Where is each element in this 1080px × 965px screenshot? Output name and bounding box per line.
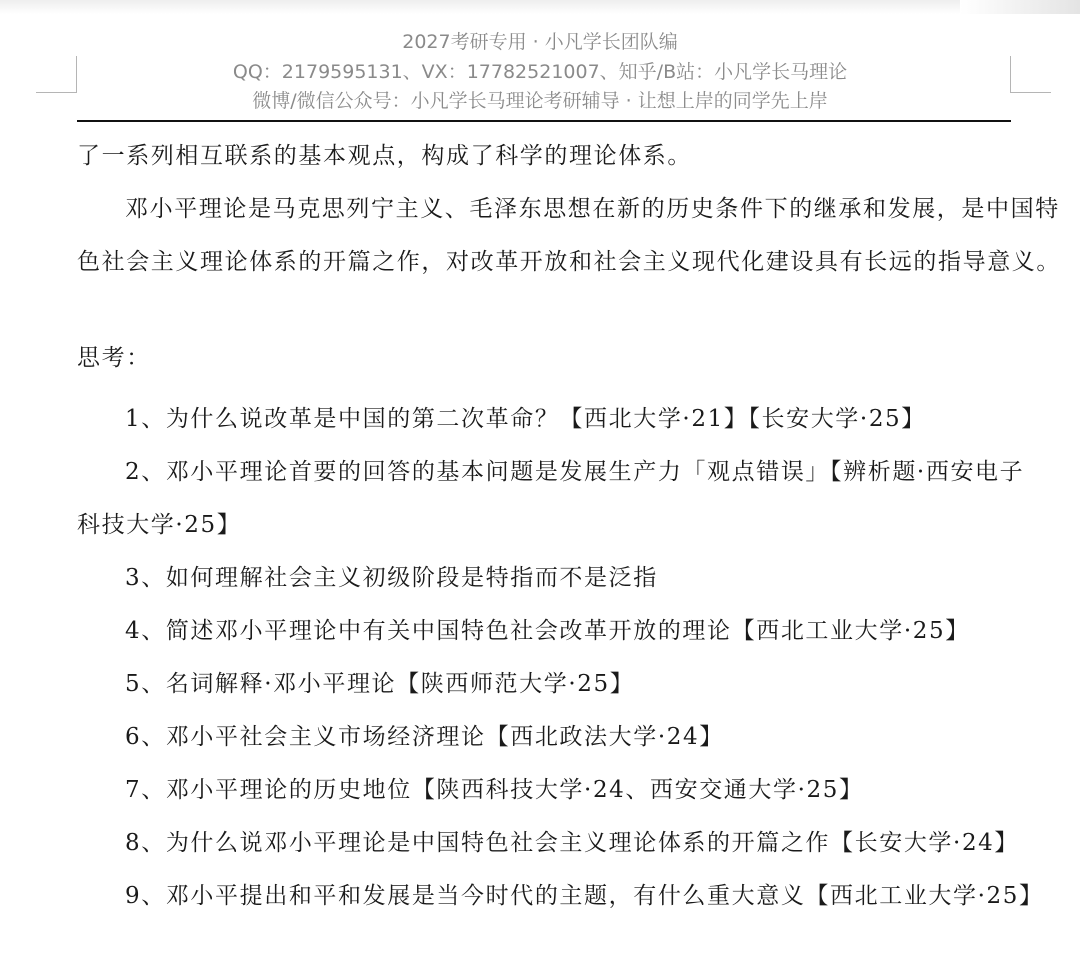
question-item: 7、邓小平理论的历史地位【陕西科技大学·24、西安交通大学·25】 [125, 777, 864, 803]
question-item-continuation: 科技大学·25】 [77, 512, 242, 538]
intro-line: 了一系列相互联系的基本观点，构成了科学的理论体系。 [77, 143, 692, 169]
header-line-slogan: 微博/微信公众号：小凡学长马理论考研辅导 · 让想上岸的同学先上岸 [252, 90, 828, 112]
crop-mark-left [36, 56, 77, 93]
document-body [77, 130, 1061, 923]
question-item: 1、为什么说改革是中国的第二次革命？【西北大学·21】【长安大学·25】 [125, 406, 926, 432]
question-item: 8、为什么说邓小平理论是中国特色社会主义理论体系的开篇之作【长安大学·24】 [125, 830, 1020, 856]
paragraph-line: 色社会主义理论体系的开篇之作，对改革开放和社会主义现代化建设具有长远的指导意义。 [77, 249, 1061, 275]
question-item: 2、邓小平理论首要的回答的基本问题是发展生产力「观点错误」【辨析题·西安电子 [125, 459, 1025, 485]
question-list [77, 393, 1044, 923]
header-line-title: 2027考研专用 · 小凡学长团队编 [402, 31, 678, 53]
question-item: 4、简述邓小平理论中有关中国特色社会改革开放的理论【西北工业大学·25】 [125, 618, 970, 644]
page-top-shadow [0, 0, 1080, 14]
page-header [0, 28, 1080, 117]
page-corner-shadow [960, 0, 1080, 14]
question-item: 6、邓小平社会主义市场经济理论【西北政法大学·24】 [125, 724, 724, 750]
question-item: 3、如何理解社会主义初级阶段是特指而不是泛指 [125, 565, 658, 591]
question-item: 5、名词解释·邓小平理论【陕西师范大学·25】 [125, 671, 635, 697]
paragraph-line: 邓小平理论是马克思列宁主义、毛泽东思想在新的历史条件下的继承和发展，是中国特 [125, 196, 1060, 222]
thinking-label: 思考： [77, 345, 151, 371]
header-divider [77, 120, 1011, 122]
question-item: 9、邓小平提出和平和发展是当今时代的主题，有什么重大意义【西北工业大学·25】 [125, 883, 1044, 909]
header-line-contacts: QQ：2179595131、VX：17782521007、知乎/B站：小凡学长马理论 [232, 60, 848, 83]
crop-mark-right [1010, 56, 1051, 93]
